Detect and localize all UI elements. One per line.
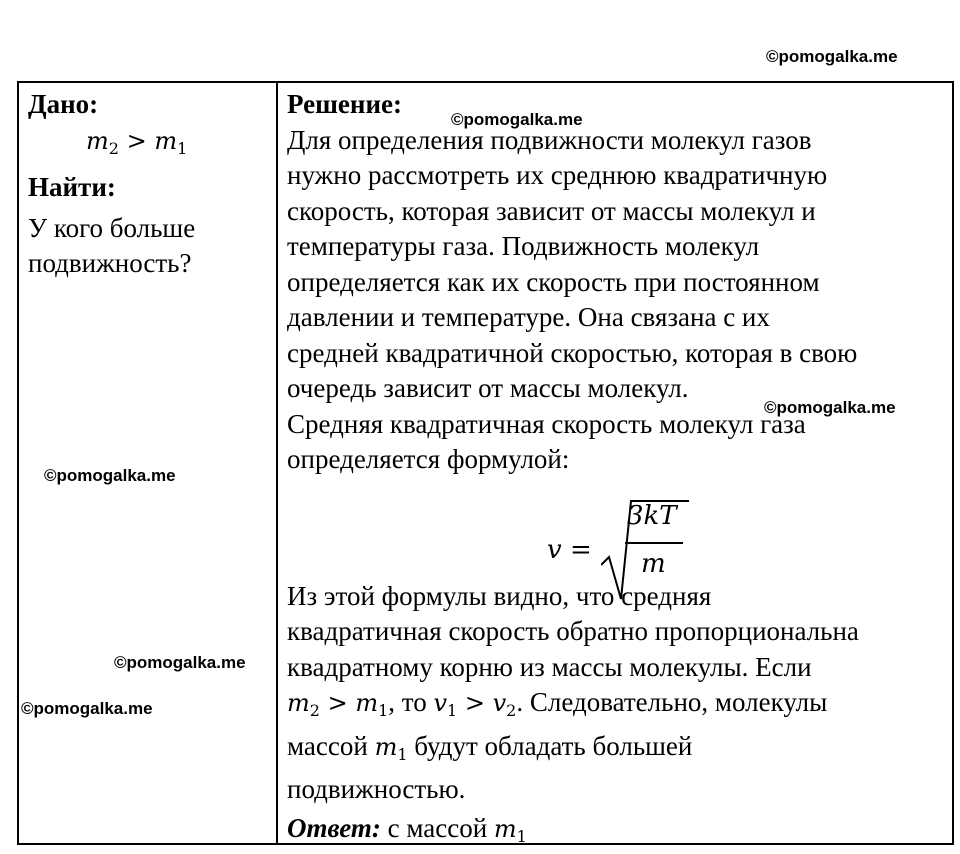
text-line: средней квадратичной скоростью, которая в свою: [287, 336, 952, 372]
text-line: давлении и температуре. Она связана с их: [287, 300, 952, 336]
text: массой: [287, 731, 375, 761]
watermark: ©pomogalka.me: [21, 699, 153, 719]
text-line: квадратичная скорость обратно пропорциональна: [287, 614, 952, 650]
var-m: m: [86, 127, 109, 155]
condition-line: [287, 685, 952, 729]
answer-text: с массой: [381, 813, 494, 843]
subscript: 1: [447, 701, 457, 720]
text: будут обладать большей: [408, 731, 693, 761]
var-v: v: [493, 689, 507, 717]
watermark: ©pomogalka.me: [44, 466, 176, 486]
subscript: 2: [506, 701, 516, 720]
text-line: очередь зависит от массы молекул.: [287, 371, 952, 407]
text-line: скорость, которая зависит от массы молекул и: [287, 194, 952, 230]
var-v: v: [433, 689, 447, 717]
operator: >: [320, 689, 355, 717]
var-m: m: [154, 127, 177, 155]
var-m: m: [355, 689, 378, 717]
text-line: Из этой формулы видно, что средняя: [287, 579, 952, 615]
formula-denominator: m: [641, 549, 666, 579]
subscript: 2: [310, 701, 320, 720]
var-m: m: [494, 815, 517, 843]
solution-table: [17, 81, 954, 845]
text-line: температуры газа. Подвижность молекул: [287, 229, 952, 265]
watermark: ©pomogalka.me: [766, 47, 898, 67]
operator: >: [457, 689, 492, 717]
formula-numerator: 3kT: [627, 501, 677, 531]
given-column: [28, 87, 268, 282]
answer-line: [287, 811, 952, 854]
fraction-bar: [625, 542, 683, 544]
subscript: 2: [109, 139, 119, 158]
subscript: 1: [378, 701, 388, 720]
mass-line: [287, 729, 952, 773]
text: , то: [388, 687, 433, 717]
subscript: 1: [397, 745, 407, 764]
text-line: подвижностью.: [287, 772, 952, 808]
answer-label: Ответ:: [287, 813, 381, 843]
operator: >: [119, 127, 154, 155]
rms-speed-formula: [547, 499, 707, 599]
formula-lhs: v =: [547, 535, 592, 565]
var-m: m: [287, 689, 310, 717]
watermark: ©pomogalka.me: [114, 653, 246, 673]
text: . Следовательно, молекулы: [516, 687, 827, 717]
var-m: m: [375, 733, 398, 761]
text-line: определяется формулой:: [287, 442, 952, 478]
given-heading: Дано:: [28, 87, 268, 123]
solution-column: [287, 87, 952, 854]
watermark: ©pomogalka.me: [451, 110, 583, 130]
watermark: ©pomogalka.me: [764, 398, 896, 418]
text-line: нужно рассмотреть их среднюю квадратичную: [287, 158, 952, 194]
text-line: Для определения подвижности молекул газов: [287, 123, 952, 159]
subscript: 1: [517, 827, 527, 846]
solution-heading: Решение:: [287, 87, 952, 123]
text-line: определяется как их скорость при постоянном: [287, 265, 952, 301]
column-divider: [276, 83, 278, 843]
question-line: подвижность?: [28, 246, 268, 282]
text-line: квадратному корню из массы молекулы. Если: [287, 650, 952, 686]
subscript: 1: [177, 139, 187, 158]
given-condition: [28, 123, 268, 167]
text-line: Средняя квадратичная скорость молекул газа: [287, 407, 952, 443]
question-line: У кого больше: [28, 211, 268, 247]
find-heading: Найти:: [28, 170, 268, 206]
